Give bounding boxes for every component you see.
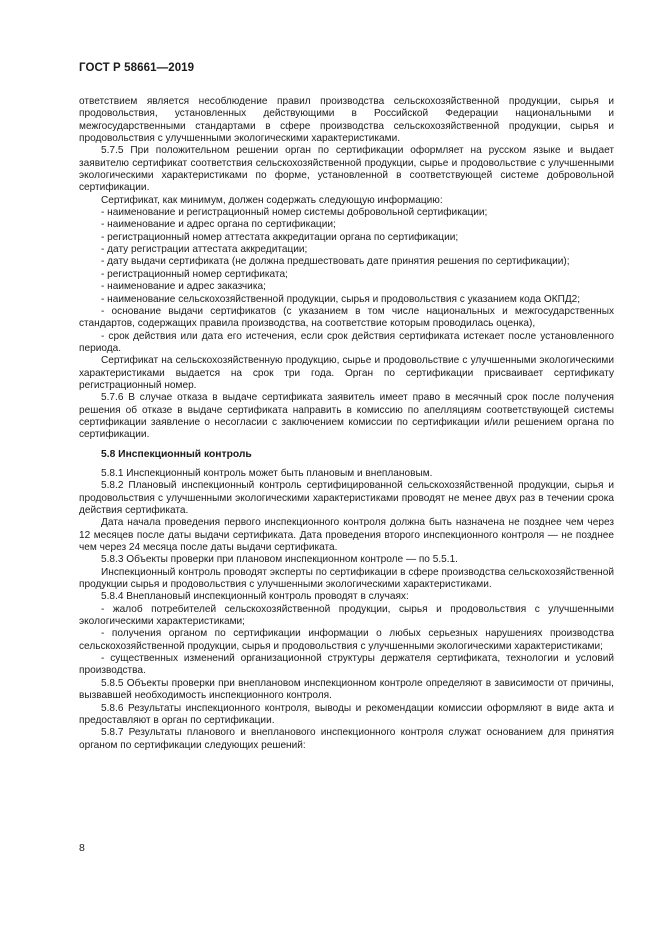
list-item: - основание выдачи сертификатов (с указанием в том числе национальных и межгосударственных стандартов, содержащих правила производства, на соответствие которым проводилась оценка), [79, 305, 614, 330]
list-item: - дату выдачи сертификата (не должна предшествовать дате принятия решения по сертификации); [101, 256, 570, 268]
paragraph: 5.7.6 В случае отказа в выдаче сертификата заявитель имеет право в месячный срок после получения решения об отказе в выдаче сертификата направить в комиссию по апелляциям соответствующей системы сертификации заявление о несогласии с заключением комиссии по сертификации и/или решением органа по сертификации. [79, 392, 614, 441]
list-item: - дату регистрации аттестата аккредитации; [101, 244, 308, 256]
list-item: - наименование и регистрационный номер системы добровольной сертификации; [101, 207, 488, 219]
paragraph: 5.8.4 Внеплановый инспекционный контроль проводят в случаях: [101, 591, 409, 603]
list-item: - жалоб потребителей сельскохозяйственной продукции, сырья и продовольствия с улучшенными экологическими характеристиками; [79, 603, 614, 628]
page-number: 8 [79, 842, 85, 854]
paragraph: 5.7.5 При положительном решении орган по сертификации оформляет на русском языке и выдает заявителю сертификат соответствия сельскохозяйственной продукции, сырье и продовольствие с улучшенными экологическими характеристиками по форме, установленной в соответствующей системе добровольной сертификации. [79, 145, 614, 194]
section-heading: 5.8 Инспекционный контроль [101, 448, 252, 460]
paragraph: 5.8.6 Результаты инспекционного контроля, выводы и рекомендации комиссии оформляют в виде акта и предоставляют в орган по сертификации. [79, 702, 614, 726]
document-body [79, 96, 614, 752]
list-item: - регистрационный номер сертификата; [101, 268, 288, 280]
list-item: - получения органом по сертификации информации о любых серьезных нарушениях производства сельскохозяйственной продукции, сырья и продовольствия с улучшенными экологическими характеристиками; [79, 628, 614, 652]
paragraph: Инспекционный контроль проводят эксперты по сертификации в сфере производства сельскохозяйственной продукции сырья и продовольствия с улучшенными экологическими характеристиками. [79, 566, 614, 591]
paragraph: ответствием является несоблюдение правил производства сельскохозяйственной продукции, сырья и продовольствия, установленных действующими в Российской Федерации национальными и межгосударственными стандартами в сфере производства сельскохозяйственной продукции, сырья и продовольствия с улучшенными экологическими характеристиками. [79, 96, 614, 145]
paragraph: 5.8.2 Плановый инспекционный контроль сертифицированной сельскохозяйственной продукции, сырья и продовольствия с улучшенными экологическими характеристиками проводят не менее двух раз в течении срока действия сертификата. [79, 480, 614, 516]
paragraph: Сертификат на сельскохозяйственную продукцию, сырье и продовольствие с улучшенными экологическими характеристиками выдается на срок три года. Орган по сертификации присваивает сертификату регистрационный номер. [79, 355, 614, 391]
paragraph: Дата начала проведения первого инспекционного контроля должна быть назначена не позднее чем через 12 месяцев после даты выдачи сертификата. Дата проведения второго инспекционного контроля — не позднее чем через 24 месяца после даты выдачи сертификата. [79, 517, 614, 554]
list-item: - наименование и адрес органа по сертификации; [101, 219, 336, 231]
list-item: - существенных изменений организационной структуры держателя сертификата, технологии и условий производства. [79, 653, 614, 677]
list-item: - наименование и адрес заказчика; [101, 281, 266, 293]
list-item: - регистрационный номер аттестата аккредитации органа по сертификации; [101, 231, 459, 243]
paragraph: Сертификат, как минимум, должен содержать следующую информацию: [101, 194, 443, 206]
paragraph: 5.8.3 Объекты проверки при плановом инспекционном контроле — по 5.5.1. [101, 554, 458, 566]
list-item: - срок действия или дата его истечения, если срок действия сертификата истекает после установленного периода. [79, 330, 614, 354]
document-header-id: ГОСТ Р 58661—2019 [79, 62, 195, 74]
paragraph: 5.8.1 Инспекционный контроль может быть плановым и внеплановым. [101, 467, 433, 479]
list-item: - наименование сельскохозяйственной продукции, сырья и продовольствия с указанием кода ОКПД2; [101, 293, 581, 305]
paragraph: 5.8.7 Результаты планового и внепланового инспекционного контроля служат основанием для принятия органом по сертификации следующих решений: [79, 727, 614, 751]
paragraph: 5.8.5 Объекты проверки при внеплановом инспекционном контроле определяют в зависимости от причины, вызвавшей необходимость инспекционного контроля. [79, 677, 614, 702]
